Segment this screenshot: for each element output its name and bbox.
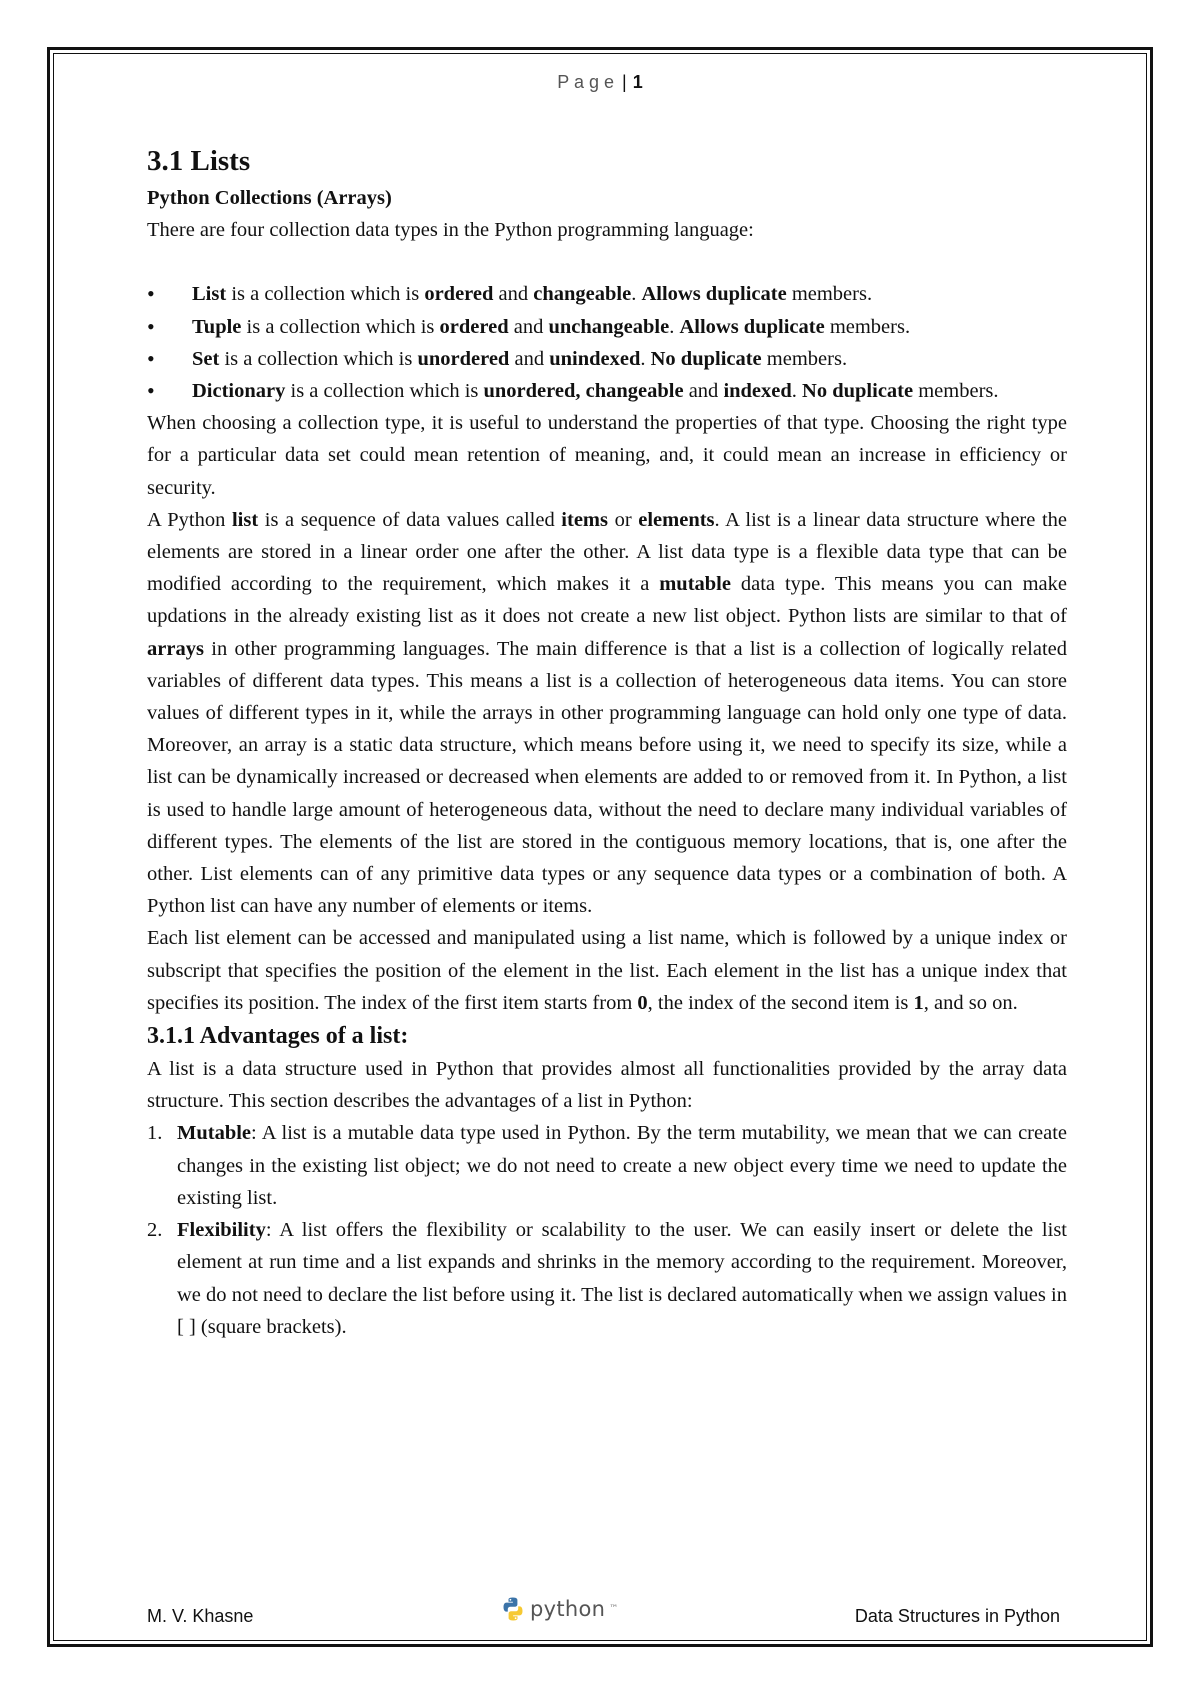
- list-definition-paragraph: A Python list is a sequence of data values called items or elements. A list is a linear data structure where the elements are stored in a linear order one after the other. A list data type is a flexible data type that can be modified according to the requirement, which makes it a mutable data type. This means you can make updations in the already existing list as it does not create a new list object. Python lists are similar to that of arrays in other programming languages. The main difference is that a list is a collection of logically related variables of different data types. This means a list is a collection of heterogeneous data items. You can store values of different types in it, while the arrays in other programming language can hold only one type of data. Moreover, an array is a static data structure, which means before using it, we need to specify its size, while a list can be dynamically increased or decreased when elements are added to or removed from it. In Python, a list is used to handle large amount of heterogeneous data, without the need to declare many individual variables of different types. The elements of the list are stored in the contiguous memory locations, that is, one after the other. List elements can of any primitive data types or any sequence data types or a combination of both. A Python list can have any number of elements or items.: [147, 508, 1067, 918]
- list-item: • Tuple is a collection which is ordered and unchangeable. Allows duplicate members.: [147, 311, 1067, 343]
- advantages-list: [147, 1117, 1067, 1342]
- intro-paragraph: There are four collection data types in the Python programming language:: [147, 219, 754, 242]
- python-logo-text: python: [530, 1597, 606, 1621]
- list-item: 2. Flexibility: A list offers the flexibility or scalability to the user. We can easily insert or delete the list element at run time and a list expands and shrinks in the memory according to the requirement. Moreover, we do not need to declare the list before using it. The list is declared automatically when we assign values in [ ] (square brackets).: [147, 1219, 1067, 1338]
- document-body: [147, 142, 1067, 1343]
- list-item: • List is a collection which is ordered and changeable. Allows duplicate members.: [147, 278, 1067, 310]
- trademark-mark: ™: [609, 1604, 619, 1614]
- footer-course: Data Structures in Python: [854, 1606, 1060, 1626]
- indexing-paragraph: Each list element can be accessed and manipulated using a list name, which is followed by a unique index or subscript that specifies the position of the element in the list. Each element in the list has a unique index that specifies its position. The index of the first item starts from 0, the index of the second item is 1, and so on.: [147, 927, 1067, 1014]
- footer-author: M. V. Khasne: [147, 1606, 254, 1626]
- page-header: [0, 72, 1200, 93]
- section-title: 3.1 Lists: [147, 145, 251, 177]
- python-logo: [500, 1596, 618, 1622]
- page-number: 1: [632, 72, 643, 92]
- collection-types-list: [147, 278, 1067, 407]
- choosing-paragraph: When choosing a collection type, it is useful to understand the properties of that type. Choosing the right type for a particular data set could mean retention of meaning, and, it could mean an increase in efficiency or security.: [147, 412, 1067, 499]
- advantages-heading: 3.1.1 Advantages of a list:: [147, 1023, 409, 1050]
- advantages-intro: A list is a data structure used in Python that provides almost all functionalities provided by the array data structure. This section describes the advantages of a list in Python:: [147, 1058, 1067, 1113]
- list-item: 1. Mutable: A list is a mutable data type used in Python. By the term mutability, we mean that we can create changes in the existing list object; we do not need to create a new object every time we need to update the existing list.: [147, 1122, 1067, 1209]
- list-item: • Dictionary is a collection which is unordered, changeable and indexed. No duplicate members.: [147, 375, 1067, 407]
- subtitle: Python Collections (Arrays): [147, 187, 392, 209]
- spacer: [147, 246, 1067, 278]
- page-label: P a g e: [557, 72, 614, 92]
- python-snake-icon: [500, 1596, 526, 1622]
- page-separator: |: [622, 72, 627, 92]
- list-item: • Set is a collection which is unordered and unindexed. No duplicate members.: [147, 343, 1067, 375]
